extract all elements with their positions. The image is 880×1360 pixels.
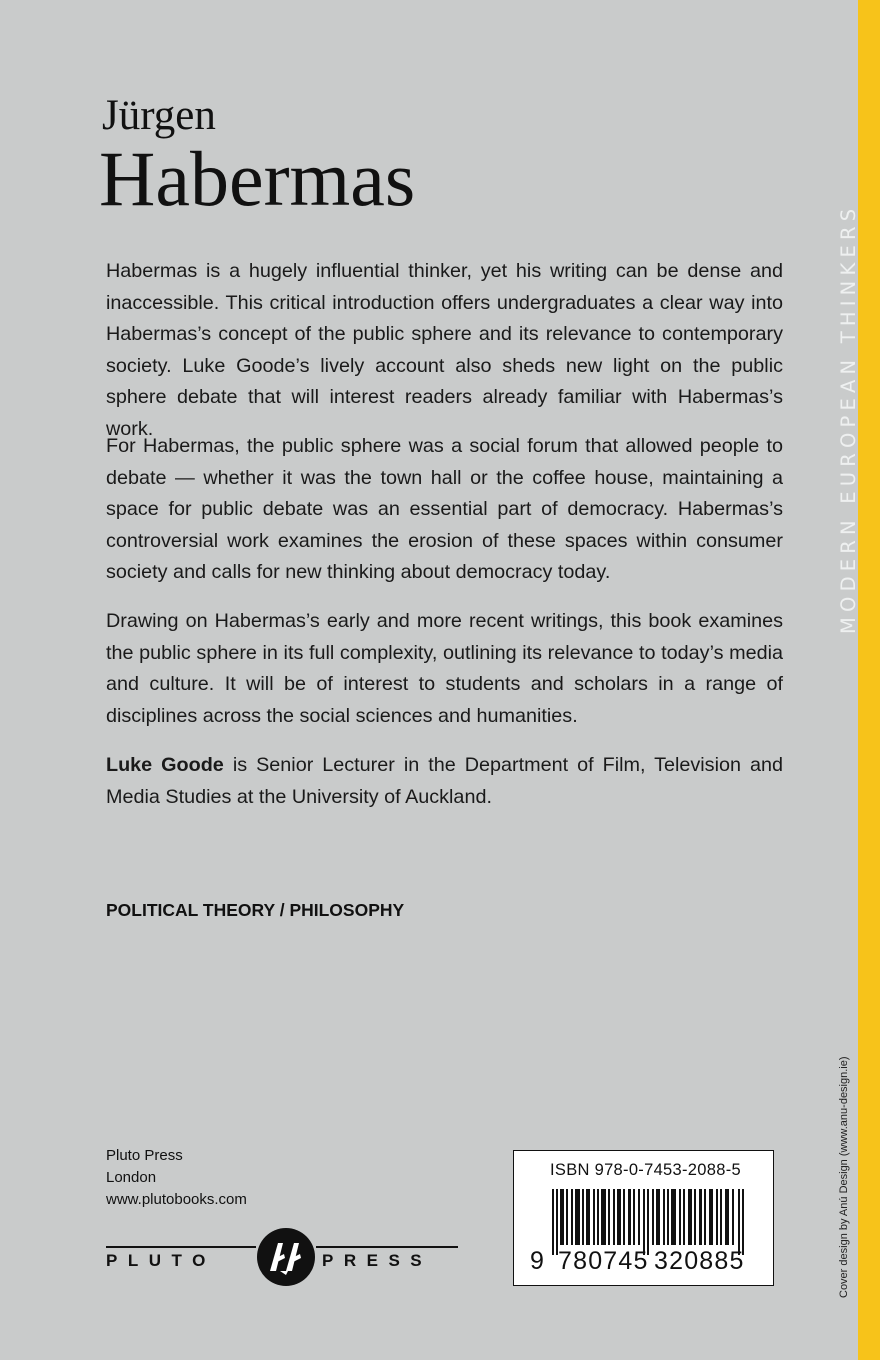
blurb-text: Drawing on Habermas’s early and more recent writings, this book examines the public sphere in its full complexity, outlining its relevance to today’s media and culture. It will be of interest to students and scholars in a range of disciplines across the social sciences and humanities. [106,610,783,727]
logo-rule-right [316,1246,458,1248]
series-text: MODERN EUROPEAN THINKERS [837,203,860,634]
author-bio [106,750,783,813]
publisher-city: London [106,1169,157,1186]
publisher-info [106,1145,247,1211]
isbn-barcode [513,1150,774,1286]
blurb-paragraph-3 [106,606,783,732]
barcode-digit-first: 9 [530,1247,544,1275]
blurb-text: Habermas is a hugely influential thinker, yet his writing can be dense and inaccessible. This critical introduction offers undergraduates a clear way into Habermas’s concept of the public sphere and its relevance to contemporary society. Luke Goode’s lively account also sheds new light on the public sphere debate that will interest readers already familiar with Habermas’s work. [106,260,783,440]
accent-stripe [858,0,880,1360]
author-bio-text: is Senior Lecturer in the Department of Film, Television and Media Studies at the University of Auckland. [106,754,783,808]
author-first-name: Jürgen [102,92,216,139]
pluto-press-logo [106,1225,458,1289]
publisher-website: www.plutobooks.com [106,1191,247,1208]
barcode-icon [552,1189,748,1255]
barcode-digit-group-1: 780745 [558,1247,649,1275]
pluto-emblem-icon [256,1225,316,1289]
blurb-paragraph-1 [106,256,783,445]
logo-word-right: PRESS [322,1251,433,1270]
isbn-label: ISBN 978-0-7453-2088-5 [550,1161,741,1179]
author-bio-name: Luke Goode [106,754,224,776]
publisher-name: Pluto Press [106,1147,183,1164]
blurb-text: For Habermas, the public sphere was a social forum that allowed people to debate — whether it was the town hall or the coffee house, maintaining a space for public debate was an essential part of democracy. Habermas’s controversial work examines the erosion of these spaces within consumer society and calls for new thinking about democracy today. [106,435,783,583]
logo-rule-left [106,1246,256,1248]
author-last-name: Habermas [99,135,416,222]
barcode-digit-group-2: 320885 [654,1247,745,1275]
blurb-paragraph-2 [106,431,783,589]
subject-category: POLITICAL THEORY / PHILOSOPHY [106,900,405,920]
cover-credit-text: Cover design by Anú Design (www.anu-design.ie) [838,1056,850,1298]
logo-word-left: PLUTO [106,1251,216,1270]
